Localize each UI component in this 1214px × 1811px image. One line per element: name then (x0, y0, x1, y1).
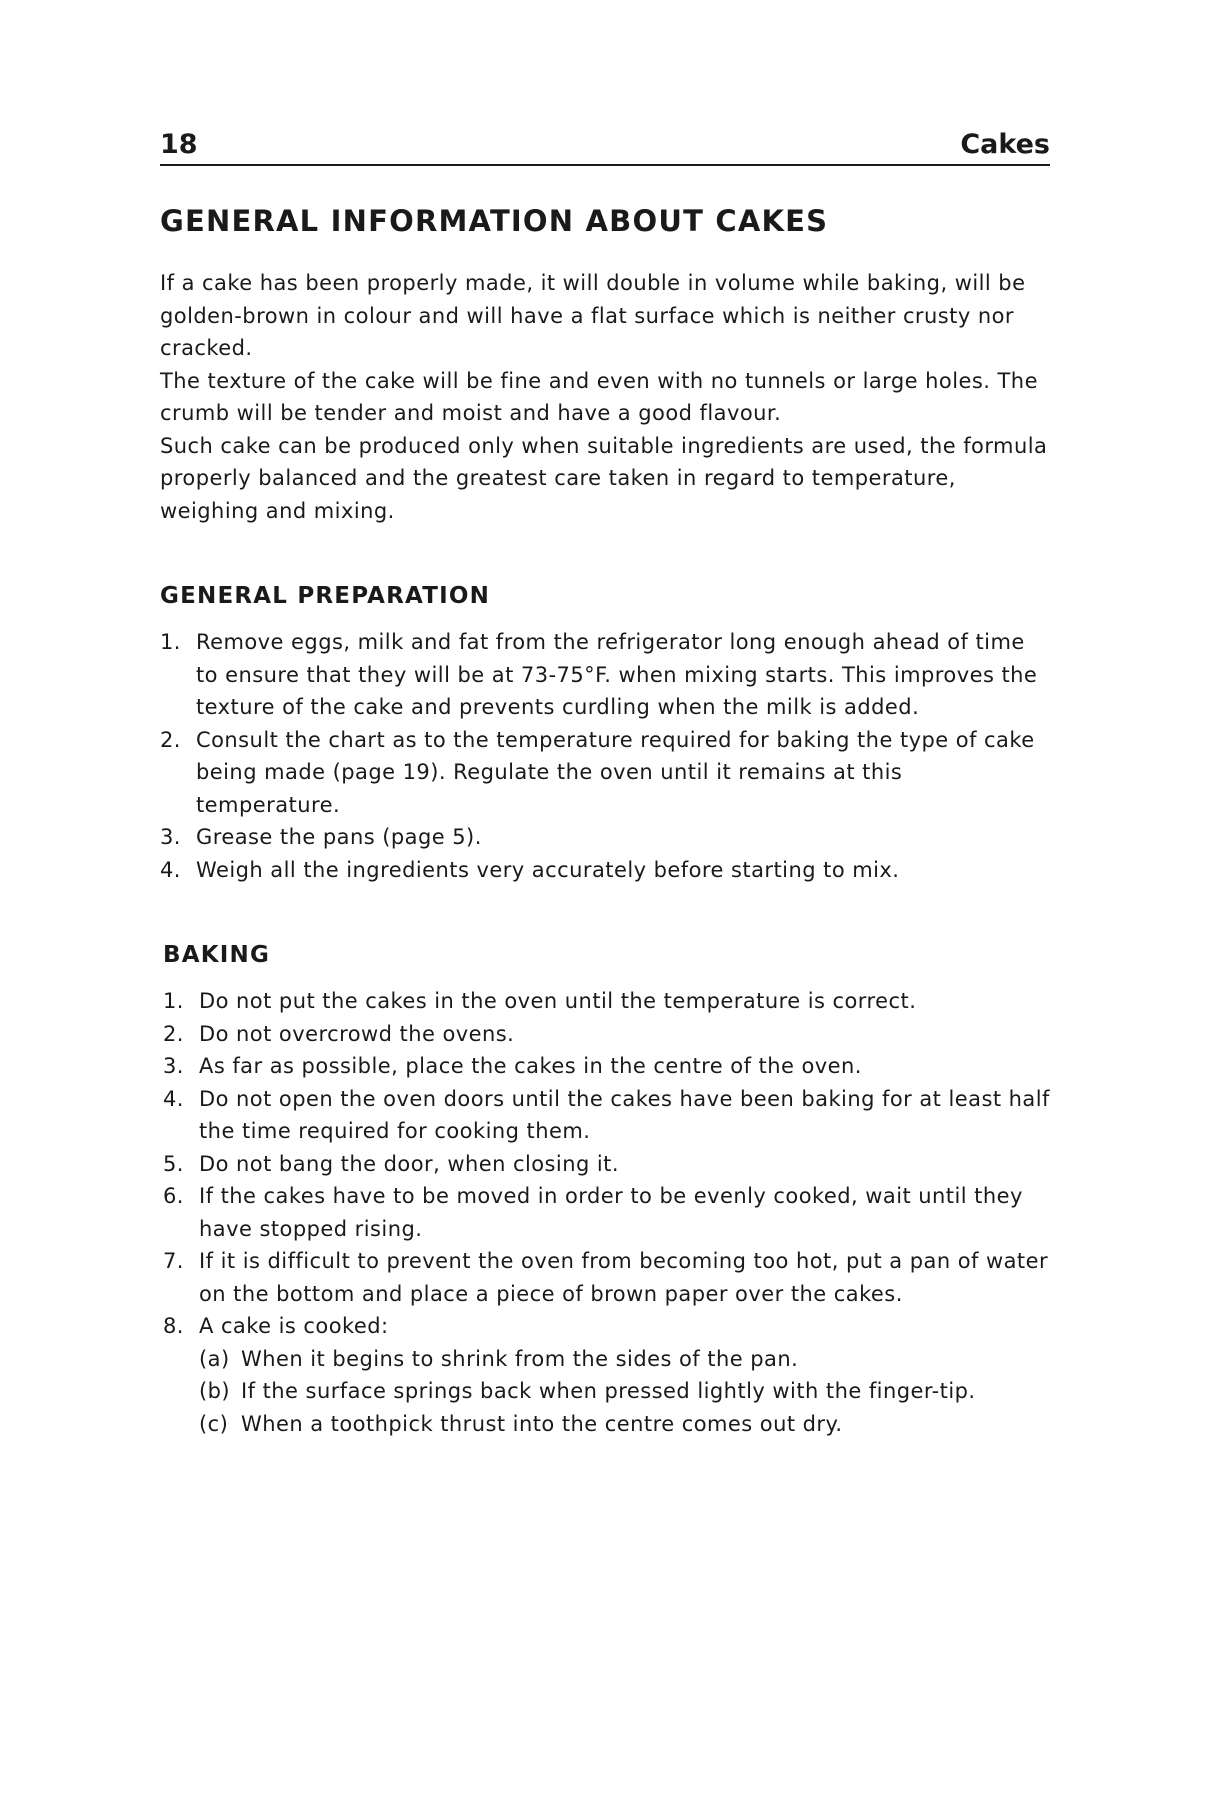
running-head (160, 128, 1050, 166)
step-text: Consult the chart as to the temperature required for baking the type of cake being made (page 19). Regulate the oven until it remains at this temperature. (196, 727, 1035, 817)
step-body (199, 1310, 1055, 1440)
intro-paragraph: The texture of the cake will be fine and even with no tunnels or large holes. The crumb will be tender and moist and have a good flavour. (160, 368, 1038, 425)
baking-step (163, 1245, 1055, 1310)
book-page (160, 128, 1050, 1440)
step-text: A cake is cooked: (199, 1314, 389, 1338)
baking-step (163, 1018, 1055, 1051)
cooked-sign (199, 1343, 1055, 1376)
step-text: Do not overcrowd the ovens. (199, 1021, 515, 1046)
step-text: If the cakes have to be moved in order to be evenly cooked, wait until they have stopped rising. (199, 1184, 1023, 1241)
cooked-sign (199, 1375, 1055, 1408)
step-number: 2. (163, 1021, 184, 1046)
step-number: 7. (163, 1249, 184, 1273)
sub-label: (b) (199, 1379, 231, 1403)
intro-paragraph: Such cake can be produced only when suitable ingredients are used, the formula properly balanced and the greatest care taken in regard to temperature, weighing and mixing. (160, 433, 1048, 523)
step-number: 3. (163, 1054, 184, 1078)
intro-text (160, 267, 1050, 527)
step-number: 1. (160, 630, 181, 654)
step-number: 2. (160, 727, 181, 752)
page-title: GENERAL INFORMATION ABOUT CAKES (160, 204, 829, 238)
sub-label: (a) (199, 1346, 230, 1371)
baking-heading: BAKING (163, 942, 271, 968)
step-text: Do not bang the door, when closing it. (199, 1151, 619, 1176)
step-number: 4. (160, 857, 181, 882)
baking-step (163, 985, 1055, 1018)
intro-paragraph: If a cake has been properly made, it will double in volume while baking, will be golden-brown in colour and will have a flat surface which is neither crusty nor cracked. (160, 271, 1026, 360)
preparation-heading: GENERAL PREPARATION (160, 583, 491, 609)
preparation-step (160, 626, 1050, 724)
sub-label: (c) (199, 1411, 229, 1436)
sub-text: When it begins to shrink from the sides of the pan. (241, 1346, 799, 1371)
sub-text: When a toothpick thrust into the centre comes out dry. (241, 1411, 843, 1436)
preparation-step (160, 724, 1050, 822)
step-text: Remove eggs, milk and fat from the refrigerator long enough ahead of time to ensure that they will be at 73-75°F. when mixing starts. This improves the texture of the cake and prevents curdling when the milk is added. (196, 630, 1038, 719)
step-text: As far as possible, place the cakes in the centre of the oven. (199, 1054, 862, 1078)
step-number: 4. (163, 1086, 184, 1111)
baking-step (163, 1310, 1055, 1440)
step-text: Do not put the cakes in the oven until the temperature is correct. (199, 989, 917, 1013)
sub-text: If the surface springs back when pressed lightly with the finger-tip. (241, 1379, 976, 1403)
section-name: Cakes (960, 129, 1050, 160)
step-number: 3. (160, 825, 181, 849)
preparation-step (160, 854, 1050, 887)
step-number: 1. (163, 989, 184, 1013)
step-text: If it is difficult to prevent the oven from becoming too hot, put a pan of water on the bottom and place a piece of brown paper over the cakes. (199, 1249, 1049, 1306)
page-number: 18 (160, 129, 198, 160)
step-number: 8. (163, 1314, 184, 1338)
step-text: Grease the pans (page 5). (196, 825, 482, 849)
step-text: Weigh all the ingredients very accurately before starting to mix. (196, 857, 900, 882)
preparation-step (160, 821, 1050, 854)
baking-step (163, 1180, 1055, 1245)
step-number: 5. (163, 1151, 184, 1176)
cooked-signs-list (199, 1343, 1055, 1441)
step-number: 6. (163, 1184, 184, 1208)
step-text: Do not open the oven doors until the cakes have been baking for at least half the time required for cooking them. (199, 1086, 1050, 1143)
baking-step (163, 1148, 1055, 1181)
cooked-sign (199, 1408, 1055, 1441)
baking-steps (163, 985, 1055, 1440)
baking-step (163, 1083, 1055, 1148)
baking-step (163, 1050, 1055, 1083)
preparation-steps (160, 626, 1050, 886)
